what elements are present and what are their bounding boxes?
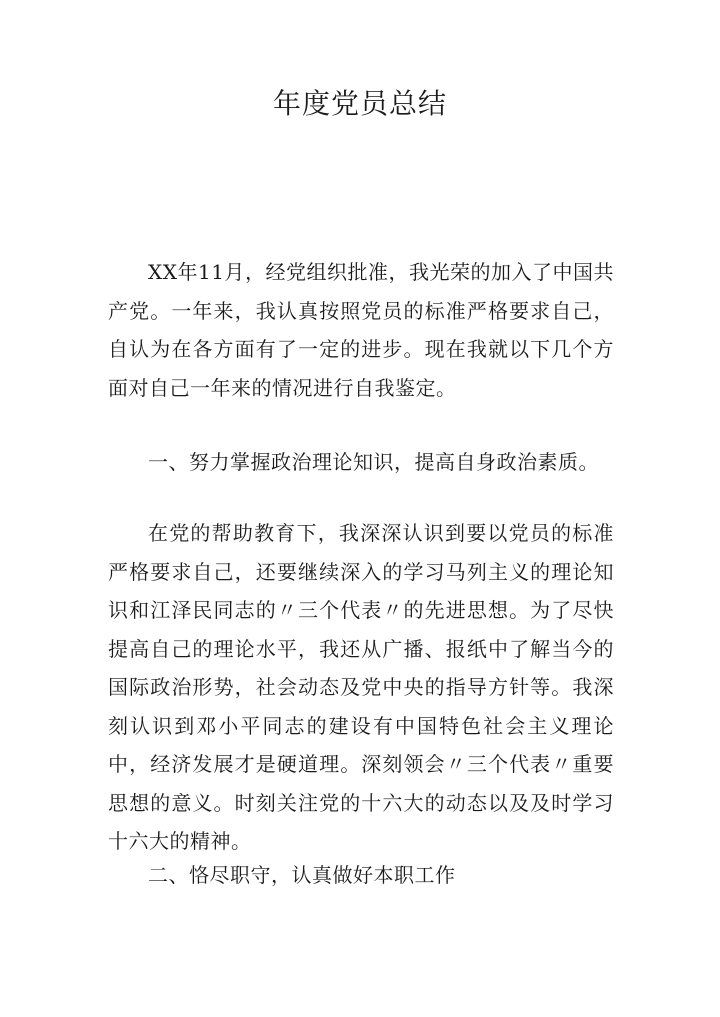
paragraph-section-1: 在党的帮助教育下，我深深认识到要以党员的标准严格要求自己，还要继续深入的学习马列主义的理论知识和江泽民同志的〃三个代表〃的先进思想。为了尽快提高自己的理论水平，我还从广播、报纸中了解当今的国际政治形势，社会动态及党中央的指导方针等。我深刻认识到邓小平同志的建设有中国特色社会主义理论中，经济发展才是硬道理。深刻领会〃三个代表〃重要思想的意义。时刻关注党的十六大的动态以及及时学习十六大的精神。 [108, 521, 614, 853]
paragraph-intro: XX年11月，经党组织批准，我光荣的加入了中国共产党。一年来，我认真按照党员的标准严格要求自己，自认为在各方面有了一定的进步。现在我就以下几个方面对自己一年来的情况进行自我鉴定。 [108, 260, 614, 400]
document-title: 年度党员总结 [272, 87, 447, 120]
section-heading-1: 一、努力掌握政治理论知识，提高自身政治素质。 [148, 450, 599, 474]
section-heading-2: 二、恪尽职守，认真做好本职工作 [148, 863, 456, 887]
